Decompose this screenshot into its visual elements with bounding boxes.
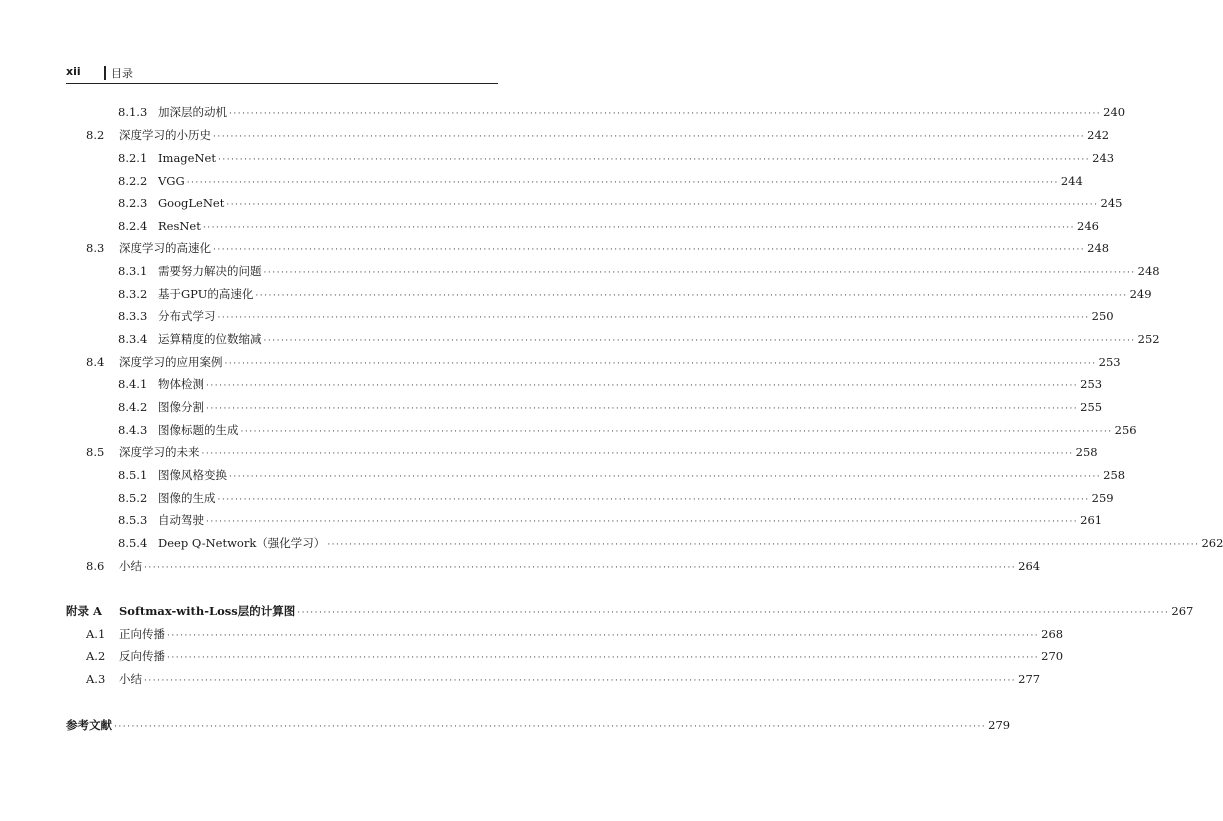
toc-entry-page: 245 [1100, 196, 1123, 210]
toc-entry-number: 8.6 [86, 559, 105, 573]
toc-entry-title: Deep Q-Network（强化学习） [158, 536, 326, 550]
toc-entry-page: 267 [1171, 604, 1194, 618]
toc-entry-page: 253 [1080, 377, 1103, 391]
toc-entry[interactable] [118, 332, 1160, 346]
toc-entry-number: 8.3.1 [118, 264, 148, 278]
toc-entry-number: 8.4 [86, 355, 105, 369]
toc-entry-title: 图像风格变换 [158, 468, 227, 482]
toc-entry-title: 小结 [119, 559, 142, 573]
toc-entry-number: 8.5.3 [118, 513, 148, 527]
dot-leader: ········································································································································································································ [263, 336, 1136, 346]
toc-entry-page: 252 [1137, 332, 1160, 346]
toc-entry[interactable] [86, 445, 1098, 459]
toc-entry-title: 运算精度的位数缩减 [158, 332, 262, 346]
toc-entry[interactable] [86, 627, 1064, 641]
toc-entry-title: 小结 [119, 672, 142, 686]
toc-entry[interactable] [86, 649, 1064, 663]
toc-entry-title: 图像的生成 [158, 491, 216, 505]
toc-entry[interactable] [118, 377, 1103, 391]
toc-entry-number: 8.1.3 [118, 105, 148, 119]
toc-entry-number: 8.2.4 [118, 219, 148, 233]
dot-leader: ········································································································································································································ [224, 359, 1097, 369]
toc-entry-page: 248 [1087, 241, 1110, 255]
toc-entry[interactable] [118, 287, 1152, 301]
dot-leader: ········································································································································································································ [255, 291, 1128, 301]
toc-entry-page: 277 [1018, 672, 1041, 686]
toc-entry[interactable] [118, 491, 1114, 505]
toc-entry-number: 8.3.3 [118, 309, 148, 323]
toc-entry-page: 279 [988, 718, 1011, 732]
running-header [66, 63, 498, 84]
toc-entry-title: Softmax-with-Loss层的计算图 [119, 604, 296, 618]
toc-entry-title: 参考文献 [66, 718, 112, 732]
dot-leader: ········································································································································································································ [206, 517, 1079, 527]
toc-entry-number: 8.5.2 [118, 491, 148, 505]
toc-entry[interactable] [118, 196, 1123, 210]
dot-leader: ········································································································································································································ [186, 178, 1059, 188]
toc-entry-number: 8.4.3 [118, 423, 148, 437]
dot-leader: ········································································································································································································ [213, 245, 1086, 255]
page-number: xii [66, 65, 81, 78]
toc-entry-title: VGG [158, 174, 185, 188]
dot-leader: ········································································································································································································ [206, 404, 1079, 414]
toc-entry[interactable] [86, 559, 1041, 573]
toc-entry-page: 264 [1018, 559, 1041, 573]
dot-leader: ········································································································································································································ [263, 268, 1136, 278]
dot-leader: ········································································································································································································ [327, 540, 1200, 550]
toc-entry[interactable] [86, 128, 1110, 142]
toc-entry-number: 附录 A [66, 604, 102, 618]
toc-entry-title: 深度学习的应用案例 [119, 355, 223, 369]
dot-leader: ········································································································································································································ [229, 472, 1102, 482]
toc-entry-title: 深度学习的未来 [119, 445, 200, 459]
header-title: 目录 [111, 67, 133, 80]
dot-leader: ········································································································································································································ [201, 449, 1074, 459]
toc-entry[interactable] [118, 468, 1126, 482]
toc-entry[interactable] [118, 264, 1160, 278]
toc-entry-number: A.3 [86, 672, 106, 686]
toc-entry-number: 8.3 [86, 241, 105, 255]
dot-leader: ········································································································································································································ [226, 200, 1099, 210]
toc-entry-page: 248 [1137, 264, 1160, 278]
toc-entry-page: 262 [1201, 536, 1223, 550]
toc-entry-page: 258 [1075, 445, 1098, 459]
toc-entry[interactable] [118, 151, 1115, 165]
toc-entry-number: 8.5.4 [118, 536, 148, 550]
toc-entry-title: GoogLeNet [158, 196, 225, 210]
toc-entry[interactable] [86, 355, 1121, 369]
toc-entry-number: 8.5 [86, 445, 105, 459]
dot-leader: ········································································································································································································ [229, 109, 1102, 119]
toc-entry-number: 8.2 [86, 128, 105, 142]
toc-entry[interactable] [118, 423, 1137, 437]
toc-entry-page: 253 [1098, 355, 1121, 369]
toc-entry-number: 8.3.4 [118, 332, 148, 346]
toc-entry-page: 261 [1080, 513, 1103, 527]
dot-leader: ········································································································································································································ [167, 653, 1040, 663]
dot-leader: ········································································································································································································ [297, 608, 1170, 618]
toc-entry-title: 分布式学习 [158, 309, 216, 323]
toc-entry-title: 加深层的动机 [158, 105, 227, 119]
toc-entry-page: 255 [1080, 400, 1103, 414]
toc-entry-page: 243 [1092, 151, 1115, 165]
toc-entry-title: 图像分割 [158, 400, 204, 414]
dot-leader: ········································································································································································································ [206, 381, 1079, 391]
toc-entry-title: 图像标题的生成 [158, 423, 239, 437]
toc-entry-page: 270 [1041, 649, 1064, 663]
dot-leader: ········································································································································································································ [167, 631, 1040, 641]
toc-entry-number: 8.5.1 [118, 468, 148, 482]
header-divider [104, 66, 106, 80]
toc-entry[interactable] [118, 309, 1114, 323]
toc-entry-title: 物体检测 [158, 377, 204, 391]
toc-entry-page: 256 [1114, 423, 1137, 437]
toc-entry-title: ResNet [158, 219, 201, 233]
toc-entry[interactable] [118, 536, 1223, 550]
toc-entry-number: 8.2.2 [118, 174, 148, 188]
toc-entry-title: 基于GPU的高速化 [158, 287, 254, 301]
toc-entry[interactable] [118, 105, 1126, 119]
dot-leader: ········································································································································································································ [217, 495, 1090, 505]
toc-entry-number: 8.2.1 [118, 151, 148, 165]
toc-entry-page: 258 [1103, 468, 1126, 482]
toc-entry-page: 249 [1129, 287, 1152, 301]
dot-leader: ········································································································································································································ [144, 563, 1017, 573]
toc-entry-number: A.1 [86, 627, 106, 641]
toc-entry[interactable] [118, 174, 1083, 188]
dot-leader: ········································································································································································································ [213, 132, 1086, 142]
toc-entry-number: 8.3.2 [118, 287, 148, 301]
toc-entry-number: 8.4.1 [118, 377, 148, 391]
toc-entry-page: 240 [1103, 105, 1126, 119]
toc-entry[interactable] [86, 241, 1110, 255]
toc-entry-number: 8.4.2 [118, 400, 148, 414]
dot-leader: ········································································································································································································ [240, 427, 1113, 437]
toc-entry-title: 自动驾驶 [158, 513, 204, 527]
dot-leader: ········································································································································································································ [217, 155, 1091, 165]
toc-entry[interactable] [118, 219, 1099, 233]
toc-entry-title: 需要努力解决的问题 [158, 264, 262, 278]
toc-entry[interactable] [86, 672, 1041, 686]
toc-entry-page: 244 [1060, 174, 1083, 188]
toc-entry-title: 深度学习的高速化 [119, 241, 211, 255]
toc-entry-page: 268 [1041, 627, 1064, 641]
toc-entry-number: A.2 [86, 649, 106, 663]
toc-entry-page: 242 [1087, 128, 1110, 142]
toc-entry[interactable] [66, 718, 1011, 732]
dot-leader: ········································································································································································································ [217, 313, 1090, 323]
toc-entry[interactable] [118, 400, 1103, 414]
toc-entry[interactable] [118, 513, 1103, 527]
toc-entry-title: ImageNet [158, 151, 216, 165]
dot-leader: ········································································································································································································ [114, 722, 987, 732]
toc-entry-page: 246 [1077, 219, 1099, 233]
dot-leader: ········································································································································································································ [202, 223, 1076, 233]
toc-entry-title: 深度学习的小历史 [119, 128, 211, 142]
toc-entry-title: 正向传播 [119, 627, 165, 641]
toc-entry-title: 反向传播 [119, 649, 165, 663]
toc-entry-page: 259 [1091, 491, 1114, 505]
toc-entry[interactable] [66, 604, 1194, 618]
toc-entry-number: 8.2.3 [118, 196, 148, 210]
dot-leader: ········································································································································································································ [144, 676, 1017, 686]
toc-entry-page: 250 [1091, 309, 1114, 323]
